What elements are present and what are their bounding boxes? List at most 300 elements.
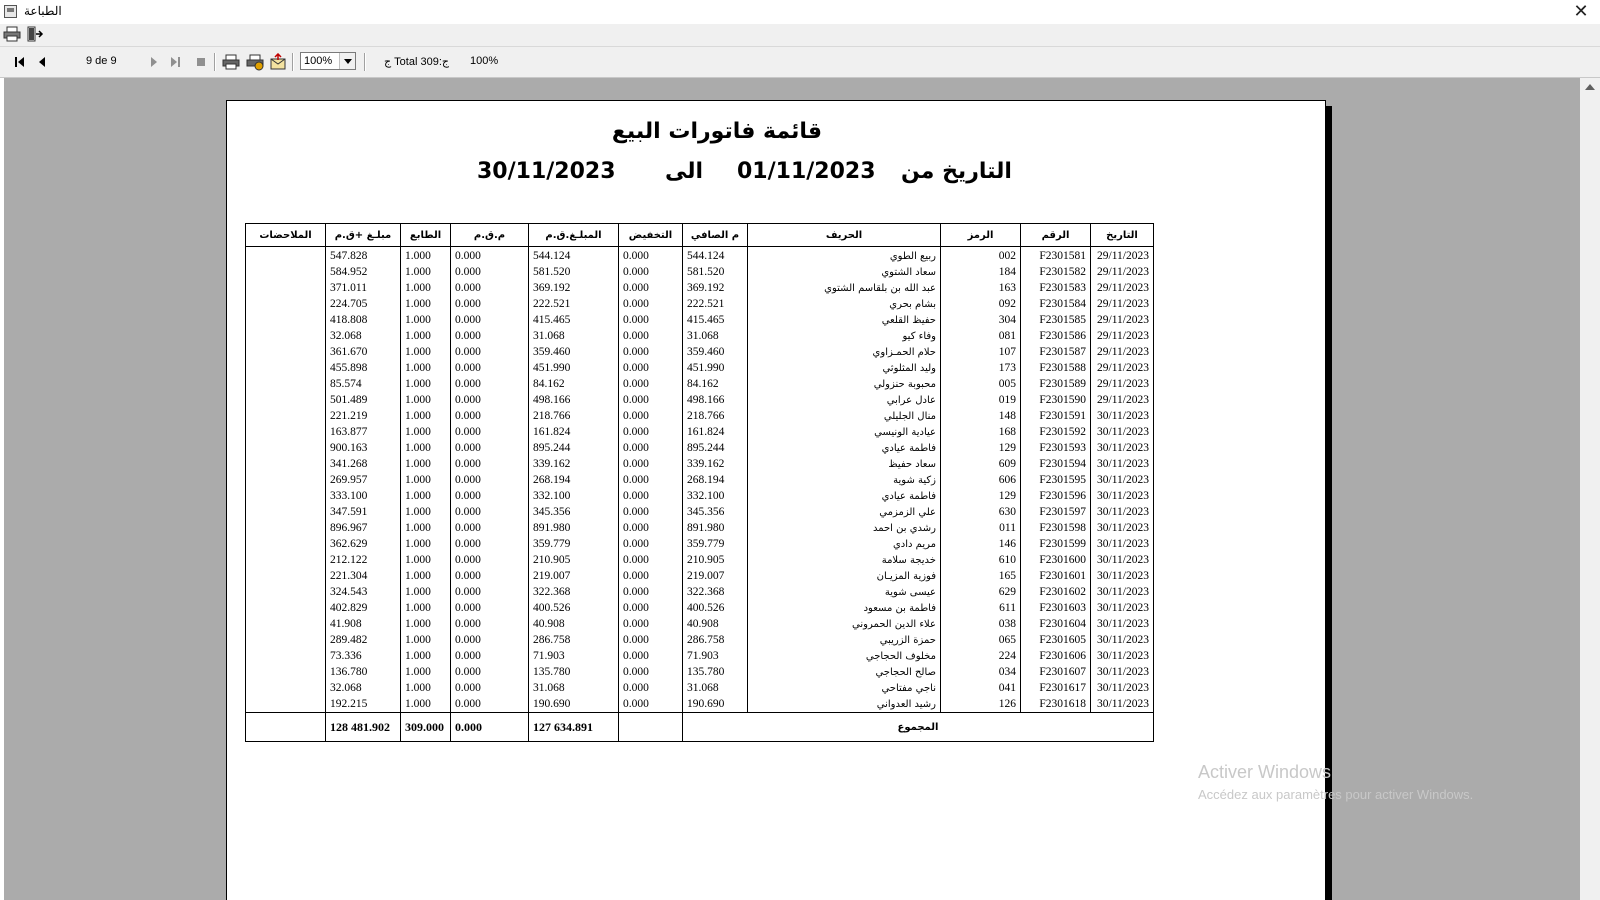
cell-net: 286.758: [683, 632, 748, 648]
cell-tax: 0.000: [451, 504, 529, 520]
date-range: [227, 159, 1325, 189]
cell-notes: [246, 360, 326, 376]
table-row: [246, 312, 1154, 328]
cell-stamp: 1.000: [401, 440, 451, 456]
cell-notes: [246, 696, 326, 713]
cell-amount-plus: 501.489: [326, 392, 401, 408]
table-row: [246, 264, 1154, 280]
cell-client: زكية شوية: [748, 472, 941, 488]
cell-client: فاطمة بن مسعود: [748, 600, 941, 616]
cell-number: F2301585: [1021, 312, 1091, 328]
cell-tax: 0.000: [451, 552, 529, 568]
cell-amount: 891.980: [529, 520, 619, 536]
col-date: التاريخ: [1091, 224, 1154, 247]
cell-amount: 210.905: [529, 552, 619, 568]
cell-client: سعاد الشتوي: [748, 264, 941, 280]
prev-page-button[interactable]: [36, 53, 48, 71]
cell-date: 29/11/2023: [1091, 280, 1154, 296]
cell-amount: 359.460: [529, 344, 619, 360]
col-client: الحريف: [748, 224, 941, 247]
cell-number: F2301587: [1021, 344, 1091, 360]
table-row: [246, 488, 1154, 504]
cell-amount-plus: 584.952: [326, 264, 401, 280]
col-amount: المبلـغ.ق.م: [529, 224, 619, 247]
cell-client: عبد الله بن بلقاسم الشتوي: [748, 280, 941, 296]
cell-amount-plus: 455.898: [326, 360, 401, 376]
total-discount: [619, 713, 683, 742]
table-row: [246, 520, 1154, 536]
export-button[interactable]: [269, 53, 287, 71]
cell-notes: [246, 680, 326, 696]
cell-client: محبوبة حنزولي: [748, 376, 941, 392]
cell-discount: 0.000: [619, 440, 683, 456]
cell-stamp: 1.000: [401, 280, 451, 296]
cell-net: 190.690: [683, 696, 748, 713]
cell-amount-plus: 41.908: [326, 616, 401, 632]
table-row: [246, 344, 1154, 360]
cell-tax: 0.000: [451, 440, 529, 456]
cell-number: F2301592: [1021, 424, 1091, 440]
cell-number: F2301583: [1021, 280, 1091, 296]
cell-discount: 0.000: [619, 552, 683, 568]
totals-row: [246, 713, 1154, 742]
cell-stamp: 1.000: [401, 296, 451, 312]
cell-client: خديجة سلامة: [748, 552, 941, 568]
cell-amount-plus: 371.011: [326, 280, 401, 296]
cell-discount: 0.000: [619, 312, 683, 328]
table-row: [246, 392, 1154, 408]
cell-tax: 0.000: [451, 616, 529, 632]
cell-tax: 0.000: [451, 488, 529, 504]
toolbar-separator: [214, 53, 216, 71]
cell-date: 30/11/2023: [1091, 536, 1154, 552]
print-setup-icon: [246, 53, 264, 71]
cell-discount: 0.000: [619, 648, 683, 664]
cell-code: 610: [941, 552, 1021, 568]
table-row: [246, 632, 1154, 648]
cell-number: F2301600: [1021, 552, 1091, 568]
cell-date: 29/11/2023: [1091, 360, 1154, 376]
cell-amount-plus: 333.100: [326, 488, 401, 504]
cell-tax: 0.000: [451, 696, 529, 713]
preview-toolbar: [0, 47, 1600, 78]
table-row: [246, 440, 1154, 456]
cell-discount: 0.000: [619, 536, 683, 552]
page-indicator: 9 de 9: [86, 55, 117, 67]
cell-tax: 0.000: [451, 296, 529, 312]
cell-client: وليد المثلوثي: [748, 360, 941, 376]
table-row: [246, 328, 1154, 344]
chevron-down-icon[interactable]: [339, 53, 355, 69]
cell-notes: [246, 264, 326, 280]
print-button[interactable]: [222, 53, 240, 71]
cell-net: 895.244: [683, 440, 748, 456]
date-to-value: 30/11/2023: [477, 159, 616, 184]
total-label: المجموع: [683, 713, 1154, 742]
cell-amount: 581.520: [529, 264, 619, 280]
cell-net: 210.905: [683, 552, 748, 568]
cell-tax: 0.000: [451, 424, 529, 440]
cell-discount: 0.000: [619, 247, 683, 265]
cell-discount: 0.000: [619, 344, 683, 360]
cell-notes: [246, 584, 326, 600]
cell-tax: 0.000: [451, 456, 529, 472]
cell-code: 011: [941, 520, 1021, 536]
cell-tax: 0.000: [451, 360, 529, 376]
cell-amount: 31.068: [529, 680, 619, 696]
cell-client: عادل عرابي: [748, 392, 941, 408]
exit-button[interactable]: [26, 26, 46, 44]
cell-net: 400.526: [683, 600, 748, 616]
cell-notes: [246, 392, 326, 408]
cell-net: 369.192: [683, 280, 748, 296]
report-page: [226, 100, 1326, 900]
cell-code: 606: [941, 472, 1021, 488]
cell-amount: 498.166: [529, 392, 619, 408]
next-page-button[interactable]: [148, 53, 160, 71]
report-title: قائمة فاتورات البيع: [611, 119, 823, 144]
cell-date: 30/11/2023: [1091, 632, 1154, 648]
cell-code: 041: [941, 680, 1021, 696]
cell-notes: [246, 616, 326, 632]
cell-date: 30/11/2023: [1091, 408, 1154, 424]
cell-amount-plus: 361.670: [326, 344, 401, 360]
cell-tax: 0.000: [451, 280, 529, 296]
cell-code: 611: [941, 600, 1021, 616]
cell-date: 30/11/2023: [1091, 552, 1154, 568]
cell-discount: 0.000: [619, 328, 683, 344]
cell-client: منال الجليلي: [748, 408, 941, 424]
cell-number: F2301605: [1021, 632, 1091, 648]
cell-date: 30/11/2023: [1091, 504, 1154, 520]
cell-number: F2301588: [1021, 360, 1091, 376]
cell-net: 322.368: [683, 584, 748, 600]
cell-discount: 0.000: [619, 264, 683, 280]
cell-discount: 0.000: [619, 632, 683, 648]
cell-net: 891.980: [683, 520, 748, 536]
cell-number: F2301604: [1021, 616, 1091, 632]
col-net: م الصافي: [683, 224, 748, 247]
cell-stamp: 1.000: [401, 424, 451, 440]
print-setup-button[interactable]: [246, 53, 264, 71]
cell-notes: [246, 568, 326, 584]
table-row: [246, 664, 1154, 680]
cell-amount: 286.758: [529, 632, 619, 648]
table-row: [246, 536, 1154, 552]
print-window-icon: [4, 5, 17, 18]
cell-notes: [246, 632, 326, 648]
cell-client: فاطمة عيادي: [748, 488, 941, 504]
cell-client: علي الزمزمي: [748, 504, 941, 520]
col-tax: م.ق.م: [451, 224, 529, 247]
cell-number: F2301582: [1021, 264, 1091, 280]
cell-stamp: 1.000: [401, 600, 451, 616]
window-title: الطباعة: [24, 4, 62, 18]
cell-notes: [246, 408, 326, 424]
cell-amount: 31.068: [529, 328, 619, 344]
cell-notes: [246, 504, 326, 520]
cell-amount-plus: 136.780: [326, 664, 401, 680]
vertical-scrollbar[interactable]: [1580, 78, 1600, 900]
table-row: [246, 424, 1154, 440]
cell-client: فوزية المزيـان: [748, 568, 941, 584]
cell-number: F2301599: [1021, 536, 1091, 552]
cell-code: 630: [941, 504, 1021, 520]
table-header: [246, 224, 1154, 247]
cell-discount: 0.000: [619, 568, 683, 584]
cell-net: 219.007: [683, 568, 748, 584]
cell-code: 148: [941, 408, 1021, 424]
cell-discount: 0.000: [619, 584, 683, 600]
cell-discount: 0.000: [619, 296, 683, 312]
printer-button[interactable]: [3, 26, 23, 44]
cell-tax: 0.000: [451, 264, 529, 280]
cell-date: 30/11/2023: [1091, 584, 1154, 600]
cell-code: 165: [941, 568, 1021, 584]
cell-stamp: 1.000: [401, 616, 451, 632]
cell-net: 135.780: [683, 664, 748, 680]
stop-icon: [195, 53, 207, 71]
cell-date: 30/11/2023: [1091, 600, 1154, 616]
cell-net: 498.166: [683, 392, 748, 408]
preview-area: [4, 78, 1580, 900]
cell-stamp: 1.000: [401, 664, 451, 680]
cell-stamp: 1.000: [401, 680, 451, 696]
cell-amount-plus: 547.828: [326, 247, 401, 265]
title-bar: [0, 0, 1600, 24]
cell-net: 161.824: [683, 424, 748, 440]
cell-amount-plus: 221.304: [326, 568, 401, 584]
cell-code: 005: [941, 376, 1021, 392]
cell-date: 30/11/2023: [1091, 696, 1154, 713]
cell-amount: 322.368: [529, 584, 619, 600]
cell-code: 173: [941, 360, 1021, 376]
cell-stamp: 1.000: [401, 504, 451, 520]
cell-discount: 0.000: [619, 504, 683, 520]
cell-net: 222.521: [683, 296, 748, 312]
cell-code: 224: [941, 648, 1021, 664]
cell-number: F2301595: [1021, 472, 1091, 488]
cell-amount: 268.194: [529, 472, 619, 488]
cell-net: 218.766: [683, 408, 748, 424]
cell-discount: 0.000: [619, 520, 683, 536]
cell-notes: [246, 424, 326, 440]
last-page-button[interactable]: [170, 53, 182, 71]
cell-client: سعاد حفيظ: [748, 456, 941, 472]
cell-stamp: 1.000: [401, 312, 451, 328]
zoom-select[interactable]: [300, 52, 356, 70]
cell-net: 339.162: [683, 456, 748, 472]
prev-page-icon: [36, 53, 48, 71]
cell-tax: 0.000: [451, 376, 529, 392]
cell-amount: 332.100: [529, 488, 619, 504]
table-row: [246, 408, 1154, 424]
next-page-icon: [148, 53, 160, 71]
col-discount: التخفيض: [619, 224, 683, 247]
zoom-percent: 100%: [470, 55, 499, 67]
cell-amount-plus: 192.215: [326, 696, 401, 713]
cell-code: 129: [941, 488, 1021, 504]
cell-code: 034: [941, 664, 1021, 680]
cell-stamp: 1.000: [401, 520, 451, 536]
cell-code: 092: [941, 296, 1021, 312]
cell-amount-plus: 324.543: [326, 584, 401, 600]
cell-amount-plus: 900.163: [326, 440, 401, 456]
first-page-icon: [13, 53, 25, 71]
cell-stamp: 1.000: [401, 264, 451, 280]
cell-notes: [246, 440, 326, 456]
cell-notes: [246, 520, 326, 536]
cell-amount: 218.766: [529, 408, 619, 424]
cell-tax: 0.000: [451, 632, 529, 648]
cell-stamp: 1.000: [401, 696, 451, 713]
cell-client: ناجي مفتاحي: [748, 680, 941, 696]
total-notes: [246, 713, 326, 742]
col-stamp: الطابع: [401, 224, 451, 247]
cell-stamp: 1.000: [401, 344, 451, 360]
cell-client: رشدي بن احمد: [748, 520, 941, 536]
printer-icon: [3, 26, 21, 42]
cell-notes: [246, 296, 326, 312]
cell-stamp: 1.000: [401, 536, 451, 552]
cell-number: F2301586: [1021, 328, 1091, 344]
cell-tax: 0.000: [451, 392, 529, 408]
cell-notes: [246, 488, 326, 504]
cell-amount-plus: 212.122: [326, 552, 401, 568]
cell-date: 30/11/2023: [1091, 648, 1154, 664]
cell-number: F2301601: [1021, 568, 1091, 584]
cell-tax: 0.000: [451, 600, 529, 616]
cell-amount: 71.903: [529, 648, 619, 664]
cell-notes: [246, 344, 326, 360]
cell-stamp: 1.000: [401, 392, 451, 408]
cell-number: F2301617: [1021, 680, 1091, 696]
cell-notes: [246, 376, 326, 392]
cell-amount: 222.521: [529, 296, 619, 312]
cell-number: F2301598: [1021, 520, 1091, 536]
cell-stamp: 1.000: [401, 584, 451, 600]
table-row: [246, 696, 1154, 713]
total-label: ج Total ج:309: [384, 56, 449, 68]
cell-discount: 0.000: [619, 424, 683, 440]
cell-tax: 0.000: [451, 568, 529, 584]
cell-notes: [246, 664, 326, 680]
cell-net: 359.779: [683, 536, 748, 552]
cell-stamp: 1.000: [401, 360, 451, 376]
cell-net: 581.520: [683, 264, 748, 280]
cell-net: 84.162: [683, 376, 748, 392]
first-page-button[interactable]: [13, 53, 25, 71]
cell-amount: 161.824: [529, 424, 619, 440]
cell-tax: 0.000: [451, 472, 529, 488]
cell-stamp: 1.000: [401, 568, 451, 584]
table-row: [246, 247, 1154, 265]
cell-net: 451.990: [683, 360, 748, 376]
cell-stamp: 1.000: [401, 456, 451, 472]
cell-number: F2301584: [1021, 296, 1091, 312]
cell-tax: 0.000: [451, 312, 529, 328]
table-row: [246, 552, 1154, 568]
cell-stamp: 1.000: [401, 328, 451, 344]
cell-tax: 0.000: [451, 247, 529, 265]
cell-net: 71.903: [683, 648, 748, 664]
table-row: [246, 616, 1154, 632]
cell-client: ربيع الطوي: [748, 247, 941, 265]
scroll-up-icon[interactable]: [1585, 84, 1595, 90]
cell-client: وفاء كيو: [748, 328, 941, 344]
cell-amount: 415.465: [529, 312, 619, 328]
cell-code: 126: [941, 696, 1021, 713]
cell-code: 129: [941, 440, 1021, 456]
cell-amount: 369.192: [529, 280, 619, 296]
cell-discount: 0.000: [619, 600, 683, 616]
table-row: [246, 680, 1154, 696]
cell-discount: 0.000: [619, 280, 683, 296]
table-row: [246, 360, 1154, 376]
table-row: [246, 296, 1154, 312]
close-icon: ✕: [1573, 1, 1589, 21]
cell-tax: 0.000: [451, 520, 529, 536]
cell-date: 30/11/2023: [1091, 616, 1154, 632]
cell-number: F2301607: [1021, 664, 1091, 680]
cell-discount: 0.000: [619, 680, 683, 696]
table-row: [246, 280, 1154, 296]
cell-code: 081: [941, 328, 1021, 344]
zoom-select-value: 100%: [304, 55, 333, 67]
cell-net: 544.124: [683, 247, 748, 265]
cell-tax: 0.000: [451, 648, 529, 664]
cell-stamp: 1.000: [401, 488, 451, 504]
stop-button[interactable]: [195, 53, 207, 71]
cell-client: صالح الحجاجي: [748, 664, 941, 680]
cell-amount-plus: 418.808: [326, 312, 401, 328]
cell-amount-plus: 341.268: [326, 456, 401, 472]
cell-discount: 0.000: [619, 456, 683, 472]
cell-discount: 0.000: [619, 392, 683, 408]
cell-discount: 0.000: [619, 472, 683, 488]
cell-amount-plus: 73.336: [326, 648, 401, 664]
cell-code: 168: [941, 424, 1021, 440]
cell-code: 107: [941, 344, 1021, 360]
cell-number: F2301594: [1021, 456, 1091, 472]
invoices-table: [245, 223, 1154, 742]
cell-amount: 359.779: [529, 536, 619, 552]
col-number: الرقم: [1021, 224, 1091, 247]
col-amount-plus: مبلـغ +ق.م: [326, 224, 401, 247]
cell-number: F2301589: [1021, 376, 1091, 392]
cell-stamp: 1.000: [401, 247, 451, 265]
table-row: [246, 376, 1154, 392]
cell-tax: 0.000: [451, 584, 529, 600]
cell-notes: [246, 472, 326, 488]
cell-client: حلام الحمـزاوي: [748, 344, 941, 360]
cell-client: مريم دادي: [748, 536, 941, 552]
cell-number: F2301591: [1021, 408, 1091, 424]
cell-date: 30/11/2023: [1091, 664, 1154, 680]
cell-amount-plus: 32.068: [326, 328, 401, 344]
cell-notes: [246, 552, 326, 568]
total-tax: 0.000: [451, 713, 529, 742]
cell-date: 30/11/2023: [1091, 472, 1154, 488]
cell-number: F2301606: [1021, 648, 1091, 664]
cell-code: 304: [941, 312, 1021, 328]
cell-amount-plus: 402.829: [326, 600, 401, 616]
close-button[interactable]: [1568, 0, 1594, 22]
cell-amount: 219.007: [529, 568, 619, 584]
cell-tax: 0.000: [451, 664, 529, 680]
cell-discount: 0.000: [619, 696, 683, 713]
cell-date: 29/11/2023: [1091, 264, 1154, 280]
